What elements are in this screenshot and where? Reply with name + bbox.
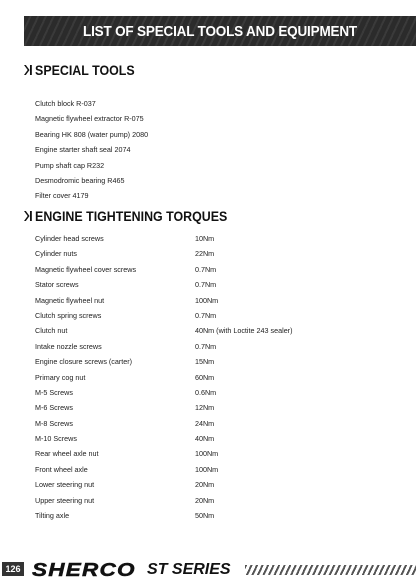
torque-value: 100Nm bbox=[195, 295, 219, 305]
torque-table bbox=[35, 231, 395, 523]
special-tools-heading-label: SPECIAL TOOLS bbox=[35, 62, 135, 78]
table-row bbox=[35, 262, 395, 277]
torque-name: Magnetic flywheel nut bbox=[35, 295, 105, 305]
table-row bbox=[35, 277, 395, 292]
table-row bbox=[35, 431, 395, 446]
torque-value: 0.7Nm bbox=[195, 264, 217, 274]
torque-value: 40Nm bbox=[195, 434, 215, 444]
torque-name: Upper steering nut bbox=[35, 495, 95, 505]
special-tools-list bbox=[35, 96, 335, 204]
torque-name: M-5 Screws bbox=[35, 387, 73, 397]
table-row bbox=[35, 354, 395, 369]
torque-name: Clutch nut bbox=[35, 326, 68, 336]
torque-name: Cylinder nuts bbox=[35, 249, 77, 259]
table-row bbox=[35, 400, 395, 415]
torque-value: 15Nm bbox=[195, 357, 215, 367]
table-row bbox=[35, 416, 395, 431]
table-row bbox=[35, 246, 395, 261]
torque-name: M-10 Screws bbox=[35, 434, 77, 444]
table-row bbox=[35, 308, 395, 323]
torque-name: M-6 Screws bbox=[35, 403, 73, 413]
torque-value: 100Nm bbox=[195, 449, 219, 459]
list-item: Engine starter shaft seal 2074 bbox=[35, 145, 131, 155]
table-row bbox=[35, 508, 395, 523]
torque-name: Primary cog nut bbox=[35, 372, 86, 382]
torque-value: 40Nm (with Loctite 243 sealer) bbox=[195, 326, 293, 336]
torque-value: 12Nm bbox=[195, 403, 215, 413]
table-row bbox=[35, 385, 395, 400]
table-row bbox=[35, 339, 395, 354]
header-banner bbox=[24, 16, 416, 46]
torque-name: Stator screws bbox=[35, 280, 79, 290]
series-name: ST SERIES bbox=[147, 561, 231, 578]
torque-name: Cylinder head screws bbox=[35, 234, 104, 243]
page-title: LIST OF SPECIAL TOOLS AND EQUIPMENT bbox=[83, 22, 357, 40]
list-item: Clutch block R-037 bbox=[35, 99, 96, 108]
list-item: Pump shaft cap R232 bbox=[35, 160, 105, 170]
torque-value: 10Nm bbox=[195, 234, 215, 243]
list-item: Desmodromic bearing R465 bbox=[35, 175, 125, 185]
torque-name: Tilting axle bbox=[35, 511, 70, 521]
torque-value: 50Nm bbox=[195, 511, 215, 521]
torque-value: 60Nm bbox=[195, 372, 215, 382]
torque-name: Magnetic flywheel cover screws bbox=[35, 264, 137, 274]
table-row bbox=[35, 323, 395, 338]
torques-heading bbox=[24, 207, 227, 225]
torque-value: 0.7Nm bbox=[195, 310, 217, 320]
torque-value: 22Nm bbox=[195, 249, 215, 259]
list-item: Bearing HK 808 (water pump) 2080 bbox=[35, 129, 149, 139]
chevron-bar-icon bbox=[24, 64, 32, 76]
table-row bbox=[35, 446, 395, 461]
torque-value: 0.7Nm bbox=[195, 280, 217, 290]
table-row bbox=[35, 462, 395, 477]
list-item: Filter cover 4179 bbox=[35, 191, 89, 201]
brand-logo bbox=[32, 559, 231, 581]
list-item: Magnetic flywheel extractor R-075 bbox=[35, 114, 144, 124]
torque-name: Front wheel axle bbox=[35, 464, 88, 474]
torque-value: 24Nm bbox=[195, 418, 215, 428]
torque-name: Clutch spring screws bbox=[35, 310, 102, 320]
table-row bbox=[35, 231, 395, 246]
page-number: 126 bbox=[2, 562, 24, 576]
torque-name: Lower steering nut bbox=[35, 480, 95, 490]
torques-heading-label: ENGINE TIGHTENING TORQUES bbox=[35, 208, 228, 224]
torque-value: 0.7Nm bbox=[195, 341, 217, 351]
torque-value: 0.6Nm bbox=[195, 387, 217, 397]
torque-value: 100Nm bbox=[195, 464, 219, 474]
chevron-bar-icon bbox=[24, 210, 32, 222]
torque-name: Rear wheel axle nut bbox=[35, 449, 99, 459]
torque-name: Engine closure screws (carter) bbox=[35, 357, 133, 367]
brand-name: SHERCO bbox=[32, 559, 136, 580]
torque-value: 20Nm bbox=[195, 495, 215, 505]
torque-name: M-8 Screws bbox=[35, 418, 73, 428]
table-row bbox=[35, 370, 395, 385]
decorative-stripes bbox=[245, 565, 416, 575]
torque-name: Intake nozzle screws bbox=[35, 341, 102, 351]
table-row bbox=[35, 493, 395, 508]
table-row bbox=[35, 477, 395, 492]
page-footer bbox=[0, 558, 416, 584]
table-row bbox=[35, 293, 395, 308]
special-tools-heading bbox=[24, 61, 135, 79]
torque-value: 20Nm bbox=[195, 480, 215, 490]
